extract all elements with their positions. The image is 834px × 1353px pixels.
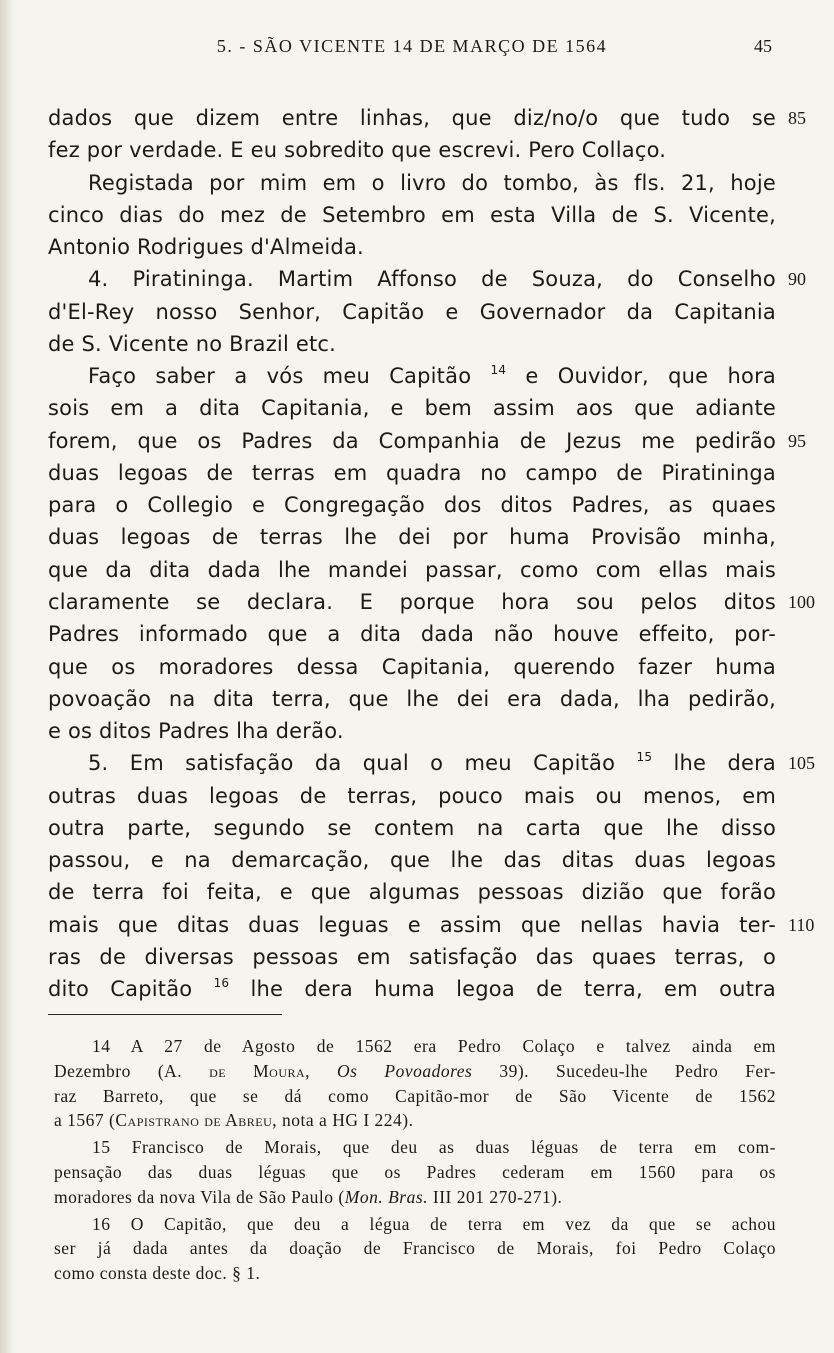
footnote-line: moradores da nova Vila de São Paulo (Mon. Bras. III 201 270-271).	[54, 1186, 563, 1207]
text-line: mais que ditas duas leguas e assim que nellas havia ter- 110	[48, 909, 776, 941]
text-line: passou, e na demarcação, que lhe das ditas duas legoas	[48, 848, 776, 873]
footnote-line: Dezembro (A. de Moura, Os Povoadores 39). Sucedeu-lhe Pedro Fer-	[54, 1060, 777, 1081]
footnote-line: a 1567 (Capistrano de Abreu, nota a HG I 224).	[54, 1110, 414, 1131]
footnote-14	[54, 1034, 776, 1133]
footnote-15	[54, 1135, 776, 1209]
text-line: dados que dizem entre linhas, que diz/no/o que tudo se 85	[48, 102, 776, 134]
footnote-line: pensação das duas léguas que os Padres cederam em 1560 para os	[54, 1161, 776, 1182]
text-line: duas legoas de terras lhe dei por huma Provisão minha,	[48, 525, 776, 550]
footnote-line: 16 O Capitão, que deu a légua de terra em vez da que se achou	[92, 1213, 776, 1234]
text-line: Antonio Rodrigues d'Almeida.	[48, 235, 364, 260]
text-line: 4. Piratininga. Martim Affonso de Souza, do Conselho 90	[48, 263, 776, 295]
footnotes	[54, 1034, 776, 1286]
footnote-line: 15 Francisco de Morais, que deu as duas léguas de terra em com-	[92, 1137, 776, 1158]
text-line: 5. Em satisfação da qual o meu Capitão $^{15}$ lhe dera 105	[48, 747, 776, 779]
footnote-separator	[48, 1014, 282, 1015]
text-line: sois em a dita Capitania, e bem assim aos que adiante	[48, 396, 776, 421]
margin-line-number: 95	[788, 430, 806, 451]
text-line: outras duas legoas de terras, pouco mais ou menos, em	[48, 783, 776, 808]
footnote-16	[54, 1212, 776, 1286]
note-reference: 16	[213, 976, 230, 991]
text-line: Padres informado que a dita dada não houve effeito, por-	[48, 622, 776, 647]
text-line: duas legoas de terras em quadra no campo de Piratininga	[48, 460, 776, 485]
text-line: que os moradores dessa Capitania, querendo fazer huma	[48, 654, 776, 679]
footnote-line: como consta deste doc. § 1.	[54, 1263, 261, 1284]
text-line: claramente se declara. E porque hora sou pelos ditos 100	[48, 586, 776, 618]
margin-line-number: 90	[788, 269, 806, 290]
running-head: 5. - SÃO VICENTE 14 DE MARÇO DE 1564	[216, 36, 608, 56]
footnote-line: 14 A 27 de Agosto de 1562 era Pedro Colaço e talvez ainda em	[92, 1036, 776, 1056]
text-line: dito Capitão $^{16}$ lhe dera huma legoa de terra, em outra	[48, 976, 776, 1002]
note-reference: 15	[636, 750, 653, 765]
text-line: outra parte, segundo se contem na carta que lhe disso	[48, 815, 776, 840]
text-line: de S. Vicente no Brazil etc.	[48, 331, 337, 356]
page-number: 45	[754, 36, 772, 56]
text-line: d'El-Rey nosso Senhor, Capitão e Governador da Capitania	[48, 299, 776, 324]
text-line: cinco dias do mez de Setembro em esta Villa de S. Vicente,	[48, 202, 776, 227]
page-binding-shadow	[0, 0, 14, 1353]
text-line: fez por verdade. E eu sobredito que escrevi. Pero Collaço.	[48, 138, 667, 163]
text-line: ras de diversas pessoas em satisfação das quaes terras, o	[48, 944, 776, 969]
margin-line-number: 105	[788, 753, 815, 774]
body-text	[48, 102, 815, 1005]
footnote-line: raz Barreto, que se dá como Capitão-mor de São Vicente de 1562	[54, 1085, 776, 1106]
text-line: para o Collegio e Congregação dos ditos Padres, as quaes	[48, 493, 776, 518]
text-line: e os ditos Padres lha derão.	[48, 719, 344, 744]
text-line: Faço saber a vós meu Capitão $^{14}$ e Ouvidor, que hora	[88, 363, 776, 389]
text-line: de terra foi feita, e que algumas pessoas dizião que forão	[48, 880, 776, 905]
margin-line-number: 85	[788, 108, 806, 128]
footnote-line: ser já dada antes da doação de Francisco de Morais, foi Pedro Colaço	[54, 1238, 776, 1259]
text-line: povoação na dita terra, que lhe dei era dada, lha pedirão,	[48, 686, 776, 711]
page-header	[48, 36, 776, 60]
text-line: Registada por mim em o livro do tombo, às fls. 21, hoje	[88, 170, 776, 195]
text-line: forem, que os Padres da Companhia de Jezus me pedirão 95	[48, 425, 776, 457]
margin-line-number: 110	[788, 914, 815, 935]
text-line: que da dita dada lhe mandei passar, como com ellas mais	[48, 557, 776, 582]
margin-line-number: 100	[788, 591, 815, 612]
note-reference: 14	[490, 363, 507, 378]
